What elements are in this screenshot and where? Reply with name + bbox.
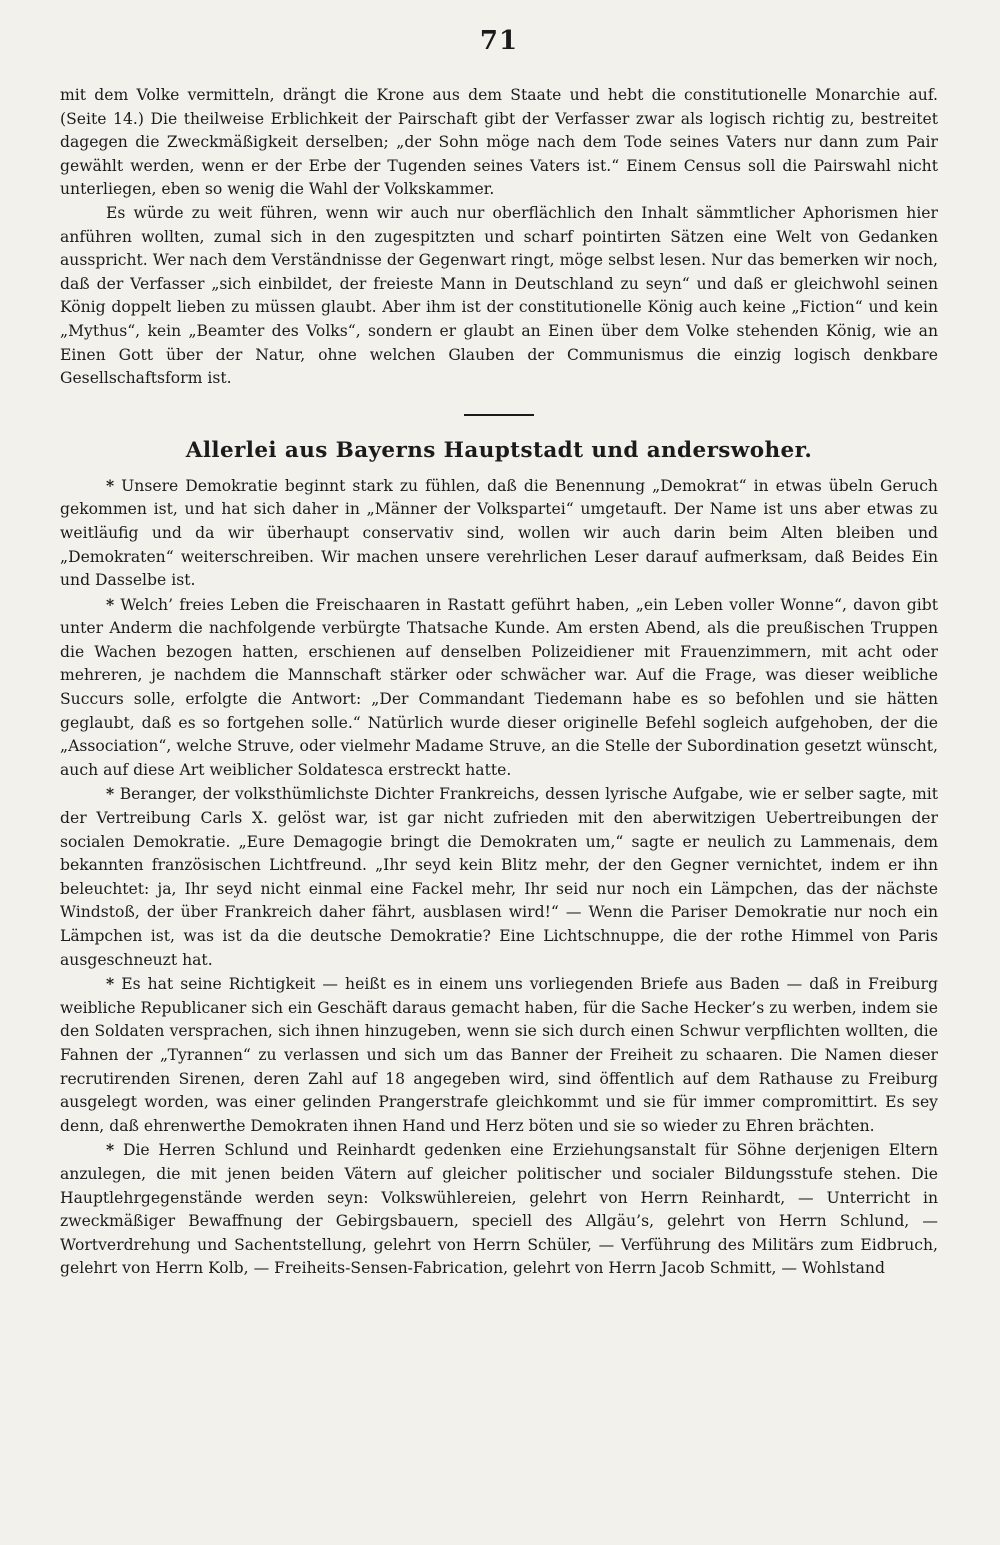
news-item	[60, 474, 938, 593]
news-item-text: Die Herren Schlund und Reinhardt gedenken eine Erziehungsanstalt für Söhne derjenigen Eltern anzulegen, die mit jenen beiden Vätern auf gleicher politischer und socialer Bildungsstufe stehen. Die Hauptlehrgegenstände werden seyn: Volkswühlereien, gelehrt von Herrn Reinhardt, — Unterricht in zweckmäßiger Bewaffnung der Gebirgsbauern, speciell des Allgäu’s, gelehrt von Herrn Schlund, — Wortverdrehung und Sachentstellung, gelehrt von Herrn Schüler, — Verführung des Militärs zum Eidbruch, gelehrt von Herrn Kolb, — Freiheits-Sensen-Fabrication, gelehrt von Herrn Jacob Schmitt, — Wohlstand	[60, 1141, 938, 1278]
news-items	[60, 474, 938, 1281]
news-item-text: Unsere Demokratie beginnt stark zu fühlen, daß die Benennung „Demokrat“ in etwas übeln Geruch gekommen ist, und hat sich daher in „Männer der Volkspartei“ umgetauft. Der Name ist uns aber etwas zu weitläufig und da wir überhaupt conservativ sind, wollen wir auch darin beim Alten bleiben und „Demokraten“ weiterschreiben. Wir machen unsere verehrlichen Leser darauf aufmerksam, daß Beides Ein und Dasselbe ist.	[60, 476, 938, 590]
news-item-text: Es hat seine Richtigkeit — heißt es in einem uns vorliegenden Briefe aus Baden — daß in Freiburg weibliche Republicaner sich ein Geschäft daraus gemacht haben, für die Sache Hecker’s zu werben, indem sie den Soldaten versprachen, sich ihnen hinzugeben, wenn sie sich durch einen Schwur verpflichten wollten, die Fahnen der „Tyrannen“ zu verlassen und sich um das Banner der Freiheit zu schaaren. Die Namen dieser recrutirenden Sirenen, deren Zahl auf 18 angegeben wird, sind öffentlich auf dem Rathause zu Freiburg ausgelegt worden, was einer gelinden Prangerstrafe gleichkommt und sie für immer compromittirt. Es sey denn, daß ehrenwerthe Demokraten ihnen Hand und Herz böten und sie so wieder zu Ehren brächten.	[60, 975, 938, 1135]
section-heading: Allerlei aus Bayerns Hauptstadt und anderswoher.	[185, 437, 813, 463]
news-item-text: Welch’ freies Leben die Freischaaren in Rastatt geführt haben, „ein Leben voller Wonne“, davon gibt unter Anderm die nachfolgende verbürgte Thatsache Kunde. Am ersten Abend, als die preußischen Truppen die Wachen bezogen hatten, erschienen auf denselben Polizeidiener mit Frauenzimmern, mit acht oder mehreren, je nachdem die Mannschaft stärker oder schwächer war. Auf die Frage, was dieser weibliche Succurs solle, erfolgte die Antwort: „Der Commandant Tiedemann habe es so befohlen und sie hätten geglaubt, daß es so fortgehen solle.“ Natürlich wurde dieser originelle Befehl sogleich aufgehoben, der die „Association“, welche Struve, oder vielmehr Madame Struve, an die Stelle der Subordination gesetzt wünscht, auch auf diese Art weiblicher Soldatesca erstreckt hatte.	[60, 595, 938, 779]
news-item-text: Beranger, der volksthümlichste Dichter Frankreichs, dessen lyrische Aufgabe, wie er selber sagte, mit der Vertreibung Carls X. gelöst war, ist gar nicht zufrieden mit den aberwitzigen Uebertreibungen der socialen Demokratie. „Eure Demagogie bringt die Demokraten um,“ sagte er neulich zu Lammenais, dem bekannten französischen Lichtfreund. „Ihr seyd kein Blitz mehr, der den Gegner vernichtet, indem er ihn beleuchtet: ja, Ihr seyd nicht einmal eine Fackel mehr, Ihr seid nur noch ein Lämpchen, das der nächste Windstoß, der über Frankreich daher fährt, ausblasen wird!“ — Wenn die Pariser Demokratie nur noch ein Lämpchen ist, was ist da die deutsche Demokratie? Eine Lichtschnuppe, die der rothe Himmel von Paris ausgeschneuzt hat.	[60, 785, 938, 969]
news-item	[60, 593, 938, 783]
section-divider	[464, 414, 534, 416]
asterisk-marker: *	[106, 594, 115, 614]
news-item	[60, 1138, 938, 1281]
intro-paragraph-1: mit dem Volke vermitteln, drängt die Krone aus dem Staate und hebt die constitutionelle Monarchie auf. (Seite 14.) Die theilweise Erblichkeit der Pairschaft gibt der Verfasser zwar als logisch richtig zu, bestreitet dagegen die Zweckmäßigkeit derselben; „der Sohn möge nach dem Tode seines Vaters nur dann zum Pair gewählt werden, wenn er der Erbe der Tugenden seines Vaters ist.“ Einem Census soll die Pairswahl nicht unterliegen, eben so wenig die Wahl der Volkskammer.	[60, 86, 938, 199]
intro-paragraph-2: Es würde zu weit führen, wenn wir auch nur oberflächlich den Inhalt sämmtlicher Aphorismen hier anführen wollten, zumal sich in den zugespitzten und scharf pointirten Sätzen eine Welt von Gedanken ausspricht. Wer nach dem Verständnisse der Gegenwart ringt, möge selbst lesen. Nur das bemerken wir noch, daß der Verfasser „sich einbildet, der freieste Mann in Deutschland zu seyn“ und daß er gleichwohl seinen König doppelt lieben zu müssen glaubt. Aber ihm ist der constitutionelle König auch keine „Fiction“ und kein „Mythus“, kein „Beamter des Volks“, sondern er glaubt an Einen über dem Volke stehenden König, wie an Einen Gott über der Natur, ohne welchen Glauben der Communismus die einzig logisch denkbare Gesellschaftsform ist.	[60, 203, 938, 388]
asterisk-marker: *	[106, 974, 115, 994]
intro-text	[60, 84, 938, 391]
asterisk-marker: *	[106, 475, 115, 495]
news-item	[60, 782, 938, 972]
page-number: 71	[479, 26, 519, 56]
asterisk-marker: *	[106, 784, 115, 804]
asterisk-marker: *	[106, 1140, 115, 1160]
news-item	[60, 972, 938, 1138]
